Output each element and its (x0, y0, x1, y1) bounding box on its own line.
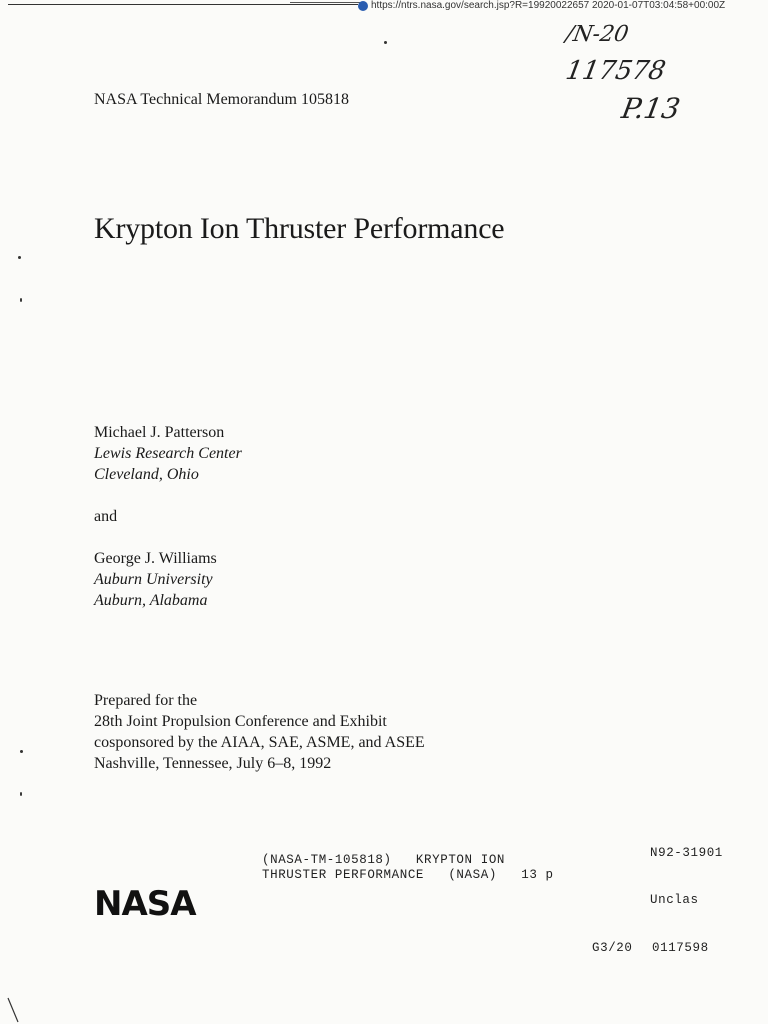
handwritten-line-1: /N-20 (563, 22, 631, 47)
author-1-name: Michael J. Patterson (94, 424, 225, 441)
citation-line-2: THRUSTER PERFORMANCE (NASA) 13 p (262, 868, 554, 882)
prepared-for (94, 690, 425, 774)
document-title: Krypton Ion Thruster Performance (94, 212, 505, 245)
speck (384, 41, 387, 44)
corner-mark (4, 996, 28, 1024)
author-1-affiliation: Lewis Research Center (94, 445, 242, 462)
handwritten-line-2: 117578 (563, 56, 668, 86)
margin-mark (18, 256, 21, 259)
top-rule-secondary (290, 2, 360, 3)
author-2-affiliation: Auburn University (94, 571, 213, 588)
margin-mark (20, 298, 22, 302)
margin-mark (20, 792, 22, 796)
author-2 (94, 548, 217, 611)
accession-number: N92-31901 (650, 846, 723, 860)
author-1-location: Cleveland, Ohio (94, 466, 199, 483)
nasa-logo: NASA (94, 884, 196, 924)
prepared-line-1: Prepared for the (94, 692, 198, 709)
margin-mark (20, 750, 23, 753)
url-stamp-text: https://ntrs.nasa.gov/search.jsp?R=19920022657 2020-01-07T03:04:58+00:00Z (371, 0, 726, 11)
citation-line-1: (NASA-TM-105818) KRYPTON ION (262, 853, 506, 867)
document-code: 0117598 (652, 941, 709, 955)
unclassified-status: Unclas (650, 893, 699, 907)
memo-number: NASA Technical Memorandum 105818 (94, 91, 349, 108)
prepared-line-2: 28th Joint Propulsion Conference and Exhibit (94, 713, 387, 730)
handwritten-line-3: P.13 (619, 92, 683, 125)
top-rule (8, 4, 358, 5)
author-2-name: George J. Williams (94, 550, 217, 567)
prepared-line-4: Nashville, Tennessee, July 6–8, 1992 (94, 755, 332, 772)
author-conjunction: and (94, 508, 118, 525)
globe-icon (358, 1, 368, 11)
author-1 (94, 422, 242, 485)
author-2-location: Auburn, Alabama (94, 592, 208, 609)
url-stamp (358, 0, 725, 11)
category-code: G3/20 (592, 941, 633, 955)
prepared-line-3: cosponsored by the AIAA, SAE, ASME, and ASEE (94, 734, 425, 751)
